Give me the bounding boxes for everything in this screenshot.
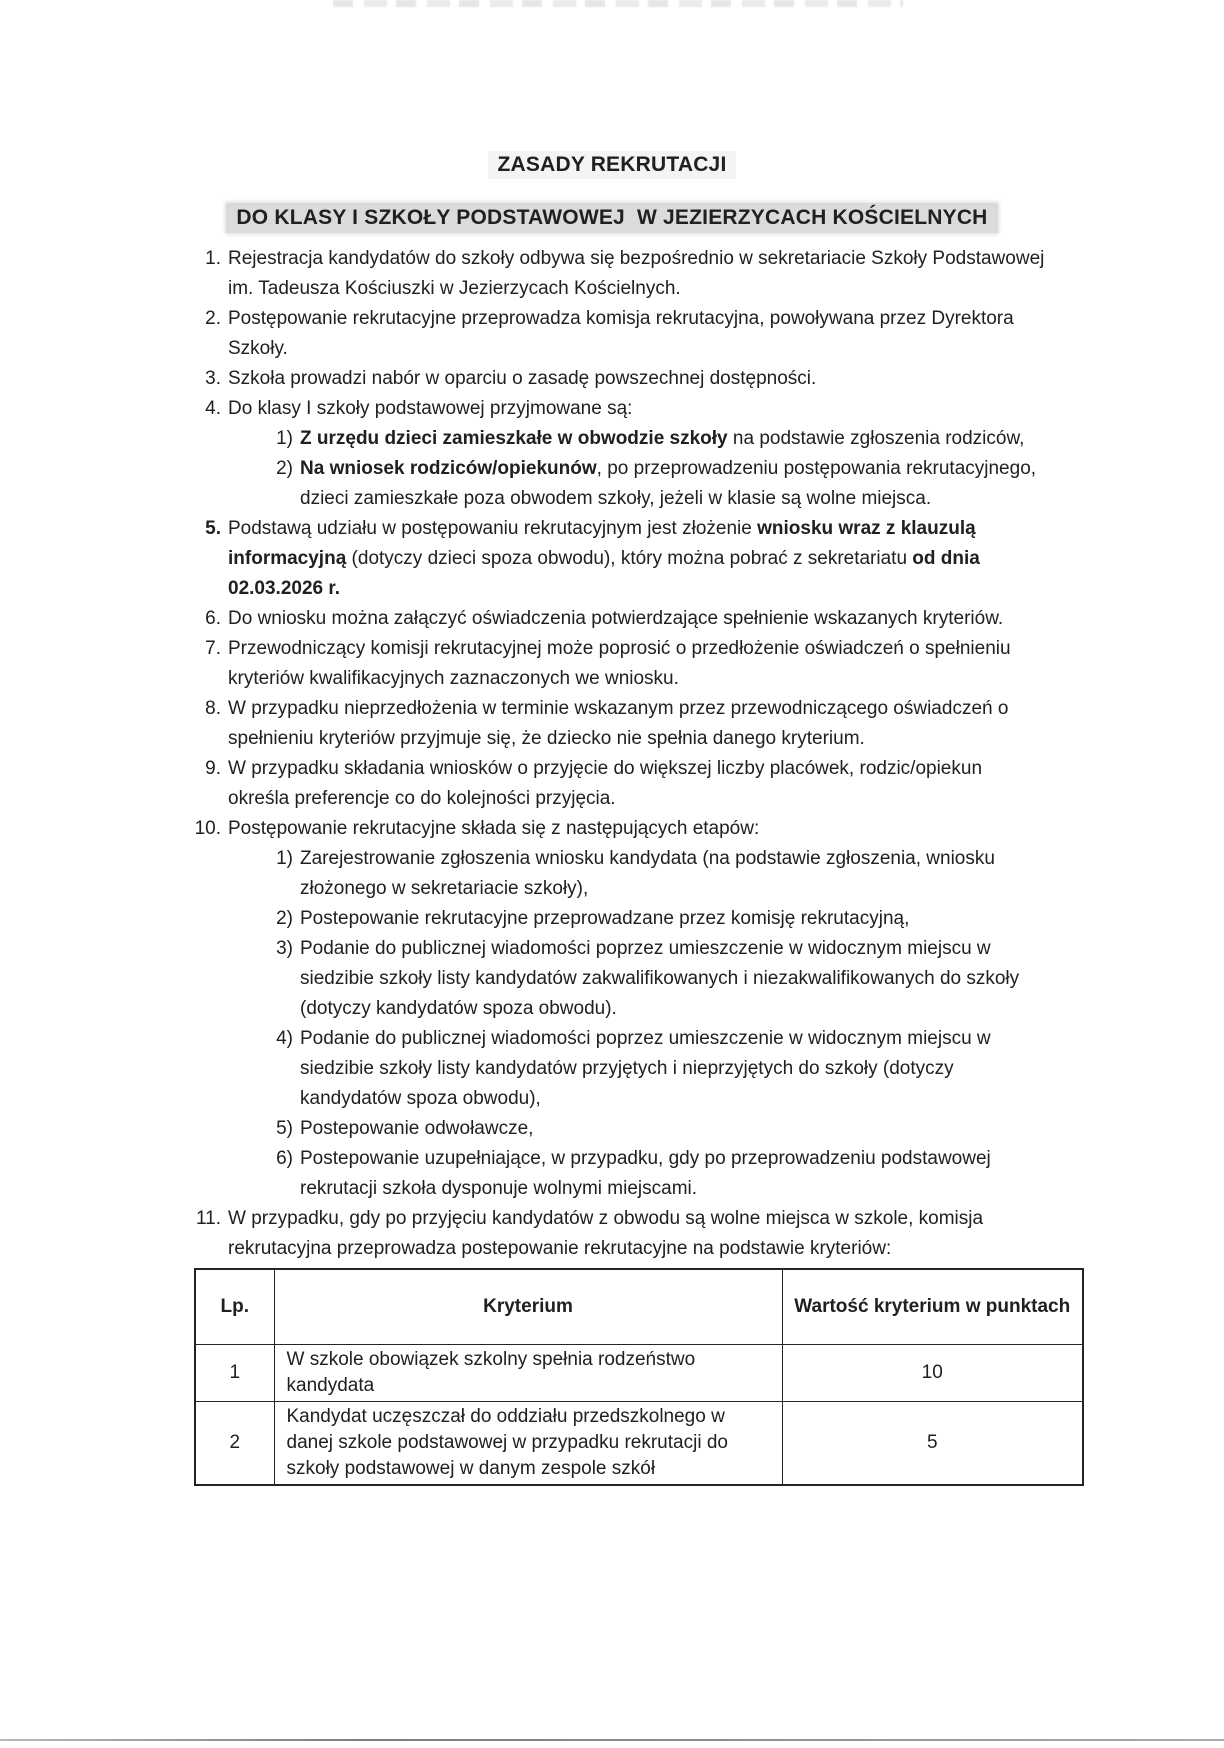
text-segment-bold: od dnia 02.03.2026 r. — [228, 548, 980, 599]
text-segment: Do klasy I szkoły podstawowej przyjmowane są: — [228, 398, 633, 419]
text-segment: Do wniosku można załączyć oświadczenia potwierdzające spełnienie wskazanych kryteriów. — [228, 608, 1004, 629]
sub-item-number: 3) — [276, 938, 293, 959]
list-item-number: 2. — [205, 308, 221, 329]
list-item-8 — [193, 694, 1063, 754]
list-item-number: 6. — [205, 608, 221, 629]
sub-item-text — [300, 454, 1048, 514]
sub-item-4-2 — [263, 454, 1063, 514]
text-segment: Postepowanie odwoławcze, — [300, 1118, 534, 1139]
sub-item-text — [300, 1144, 1048, 1204]
text-segment: W przypadku składania wniosków o przyjęcie do większej liczby placówek, rodzic/opiekun określa preferencje co do kolejności przyjęcia. — [228, 758, 983, 809]
scan-artifact-top-edge — [333, 0, 903, 7]
list-item-6 — [193, 604, 1063, 634]
sub-item-text — [300, 1024, 1048, 1114]
list-item-11 — [193, 1204, 1063, 1264]
text-segment: Postępowanie rekrutacyjne przeprowadza komisja rekrutacyjna, powoływana przez Dyrektora Szkoły. — [228, 308, 1014, 359]
text-segment-bold: wniosku wraz z klauzulą informacyjną — [228, 518, 976, 569]
scan-artifact-bottom-line — [0, 1739, 1224, 1741]
list-item-text — [228, 394, 632, 424]
sub-item-text — [300, 934, 1048, 1024]
list-item-number: 7. — [205, 638, 221, 659]
text-segment: Postępowanie rekrutacyjne składa się z następujących etapów: — [228, 818, 760, 839]
text-segment: Zarejestrowanie zgłoszenia wniosku kandydata (na podstawie zgłoszenia, wniosku złożonego w sekretariacie szkoły), — [300, 848, 995, 899]
list-item-text — [228, 814, 759, 844]
sub-item-10-3 — [263, 934, 1063, 1024]
list-item-number: 10. — [194, 818, 221, 839]
list-item-number: 5. — [205, 518, 221, 539]
sub-item-number: 4) — [276, 1028, 293, 1049]
text-segment-bold: Na wniosek rodziców/opiekunów — [300, 458, 597, 479]
sub-item-10-5 — [263, 1114, 1063, 1144]
list-item-text — [228, 244, 1048, 304]
cell-punkty: 10 — [782, 1345, 1083, 1402]
header-kryterium: Kryterium — [274, 1269, 782, 1345]
sub-item-number: 2) — [276, 458, 293, 479]
sub-item-10-6 — [263, 1144, 1063, 1204]
list-item-number: 8. — [205, 698, 221, 719]
sub-item-text — [300, 424, 1024, 454]
text-segment: Szkoła prowadzi nabór w oparciu o zasadę powszechnej dostępności. — [228, 368, 817, 389]
sub-item-number: 2) — [276, 908, 293, 929]
list-item-text — [228, 694, 1048, 754]
cell-lp: 1 — [195, 1345, 274, 1402]
text-segment: W przypadku nieprzedłożenia w terminie wskazanym przez przewodniczącego oświadczeń o spełnieniu kryteriów przyjmuje się, że dziecko nie spełnia danego kryterium. — [228, 698, 1009, 749]
list-item-3 — [193, 364, 1063, 394]
sub-item-text — [300, 844, 1048, 904]
cell-lp: 2 — [195, 1402, 274, 1486]
list-item-4 — [193, 394, 1063, 424]
list-item-number: 1. — [205, 248, 221, 269]
list-item-number: 3. — [205, 368, 221, 389]
sub-item-text — [300, 904, 909, 934]
list-item-2 — [193, 304, 1063, 364]
sub-item-10-2 — [263, 904, 1063, 934]
list-item-text — [228, 364, 816, 394]
sub-item-10-1 — [263, 844, 1063, 904]
criteria-table — [194, 1268, 1084, 1486]
sub-item-number: 1) — [276, 848, 293, 869]
list-item-text — [228, 604, 1003, 634]
header-lp: Lp. — [195, 1269, 274, 1345]
text-segment: Postepowanie rekrutacyjne przeprowadzane przez komisję rekrutacyjną, — [300, 908, 910, 929]
table-row — [195, 1402, 1083, 1486]
text-segment: Przewodniczący komisji rekrutacyjnej może poprosić o przedłożenie oświadczeń o spełnieniu kryteriów kwalifikacyjnych zaznaczonych we wniosku. — [228, 638, 1011, 689]
list-item-text — [228, 514, 1048, 604]
text-segment: Podanie do publicznej wiadomości poprzez umieszczenie w widocznym miejscu w siedzibie szkoły listy kandydatów przyjętych i nieprzyjętych do szkoły (dotyczy kandydatów spoza obwodu), — [300, 1028, 991, 1109]
list-item-text — [228, 754, 1048, 814]
sub-item-number: 1) — [276, 428, 293, 449]
text-segment: (dotyczy dzieci spoza obwodu), który można pobrać z sekretariatu — [346, 548, 913, 569]
list-item-9 — [193, 754, 1063, 814]
text-segment: na podstawie zgłoszenia rodziców, — [727, 428, 1025, 449]
list-item-10 — [193, 814, 1063, 844]
sub-item-number: 6) — [276, 1148, 293, 1169]
list-item-7 — [193, 634, 1063, 694]
table-row — [195, 1345, 1083, 1402]
list-item-number: 9. — [205, 758, 221, 779]
list-item-number: 11. — [195, 1208, 221, 1229]
cell-kryterium: Kandydat uczęszczał do oddziału przedszkolnego w danej szkole podstawowej w przypadku rekrutacji do szkoły podstawowej w danym zespole szkół — [274, 1402, 782, 1486]
document-subtitle: DO KLASY I SZKOŁY PODSTAWOWEJ W JEZIERZYCACH KOŚCIELNYCH — [226, 203, 997, 233]
list-item-text — [228, 304, 1048, 364]
text-segment: Rejestracja kandydatów do szkoły odbywa się bezpośrednio w sekretariacie Szkoły Podstawowej im. Tadeusza Kościuszki w Jezierzycach Kościelnych. — [228, 248, 1045, 299]
cell-punkty: 5 — [782, 1402, 1083, 1486]
sub-item-text — [300, 1114, 533, 1144]
sub-item-number: 5) — [276, 1118, 293, 1139]
table-header-row — [195, 1269, 1083, 1345]
text-segment: , po przeprowadzeniu postępowania rekrutacyjnego, dzieci zamieszkałe poza obwodem szkoły, jeżeli w klasie są wolne miejsca. — [300, 458, 1037, 509]
text-segment: Podstawą udziału w postępowaniu rekrutacyjnym jest złożenie — [228, 518, 758, 539]
list-item-text — [228, 1204, 1048, 1264]
text-segment: Postepowanie uzupełniające, w przypadku, gdy po przeprowadzeniu podstawowej rekrutacji szkoła dysponuje wolnymi miejscami. — [300, 1148, 991, 1199]
list-item-5 — [193, 514, 1063, 604]
list-item-text — [228, 634, 1048, 694]
cell-kryterium: W szkole obowiązek szkolny spełnia rodzeństwo kandydata — [274, 1345, 782, 1402]
sub-item-4-1 — [263, 424, 1063, 454]
header-wartosc: Wartość kryterium w punktach — [782, 1269, 1083, 1345]
title-row — [0, 151, 1224, 179]
text-segment: Podanie do publicznej wiadomości poprzez umieszczenie w widocznym miejscu w siedzibie szkoły listy kandydatów zakwalifikowanych i niezakwalifikowanych do szkoły (dotyczy kandydatów spoza obwodu). — [300, 938, 1020, 1019]
text-segment: W przypadku, gdy po przyjęciu kandydatów z obwodu są wolne miejsca w szkole, komisja rekrutacyjna przeprowadza postepowanie rekrutacyjne na podstawie kryteriów: — [228, 1208, 984, 1259]
document-body — [193, 244, 1071, 1486]
list-item-1 — [193, 244, 1063, 304]
list-item-number: 4. — [205, 398, 221, 419]
document-title: ZASADY REKRUTACJI — [488, 151, 737, 179]
sub-item-10-4 — [263, 1024, 1063, 1114]
subtitle-row — [0, 203, 1224, 233]
text-segment-bold: Z urzędu dzieci zamieszkałe w obwodzie szkoły — [300, 428, 728, 449]
